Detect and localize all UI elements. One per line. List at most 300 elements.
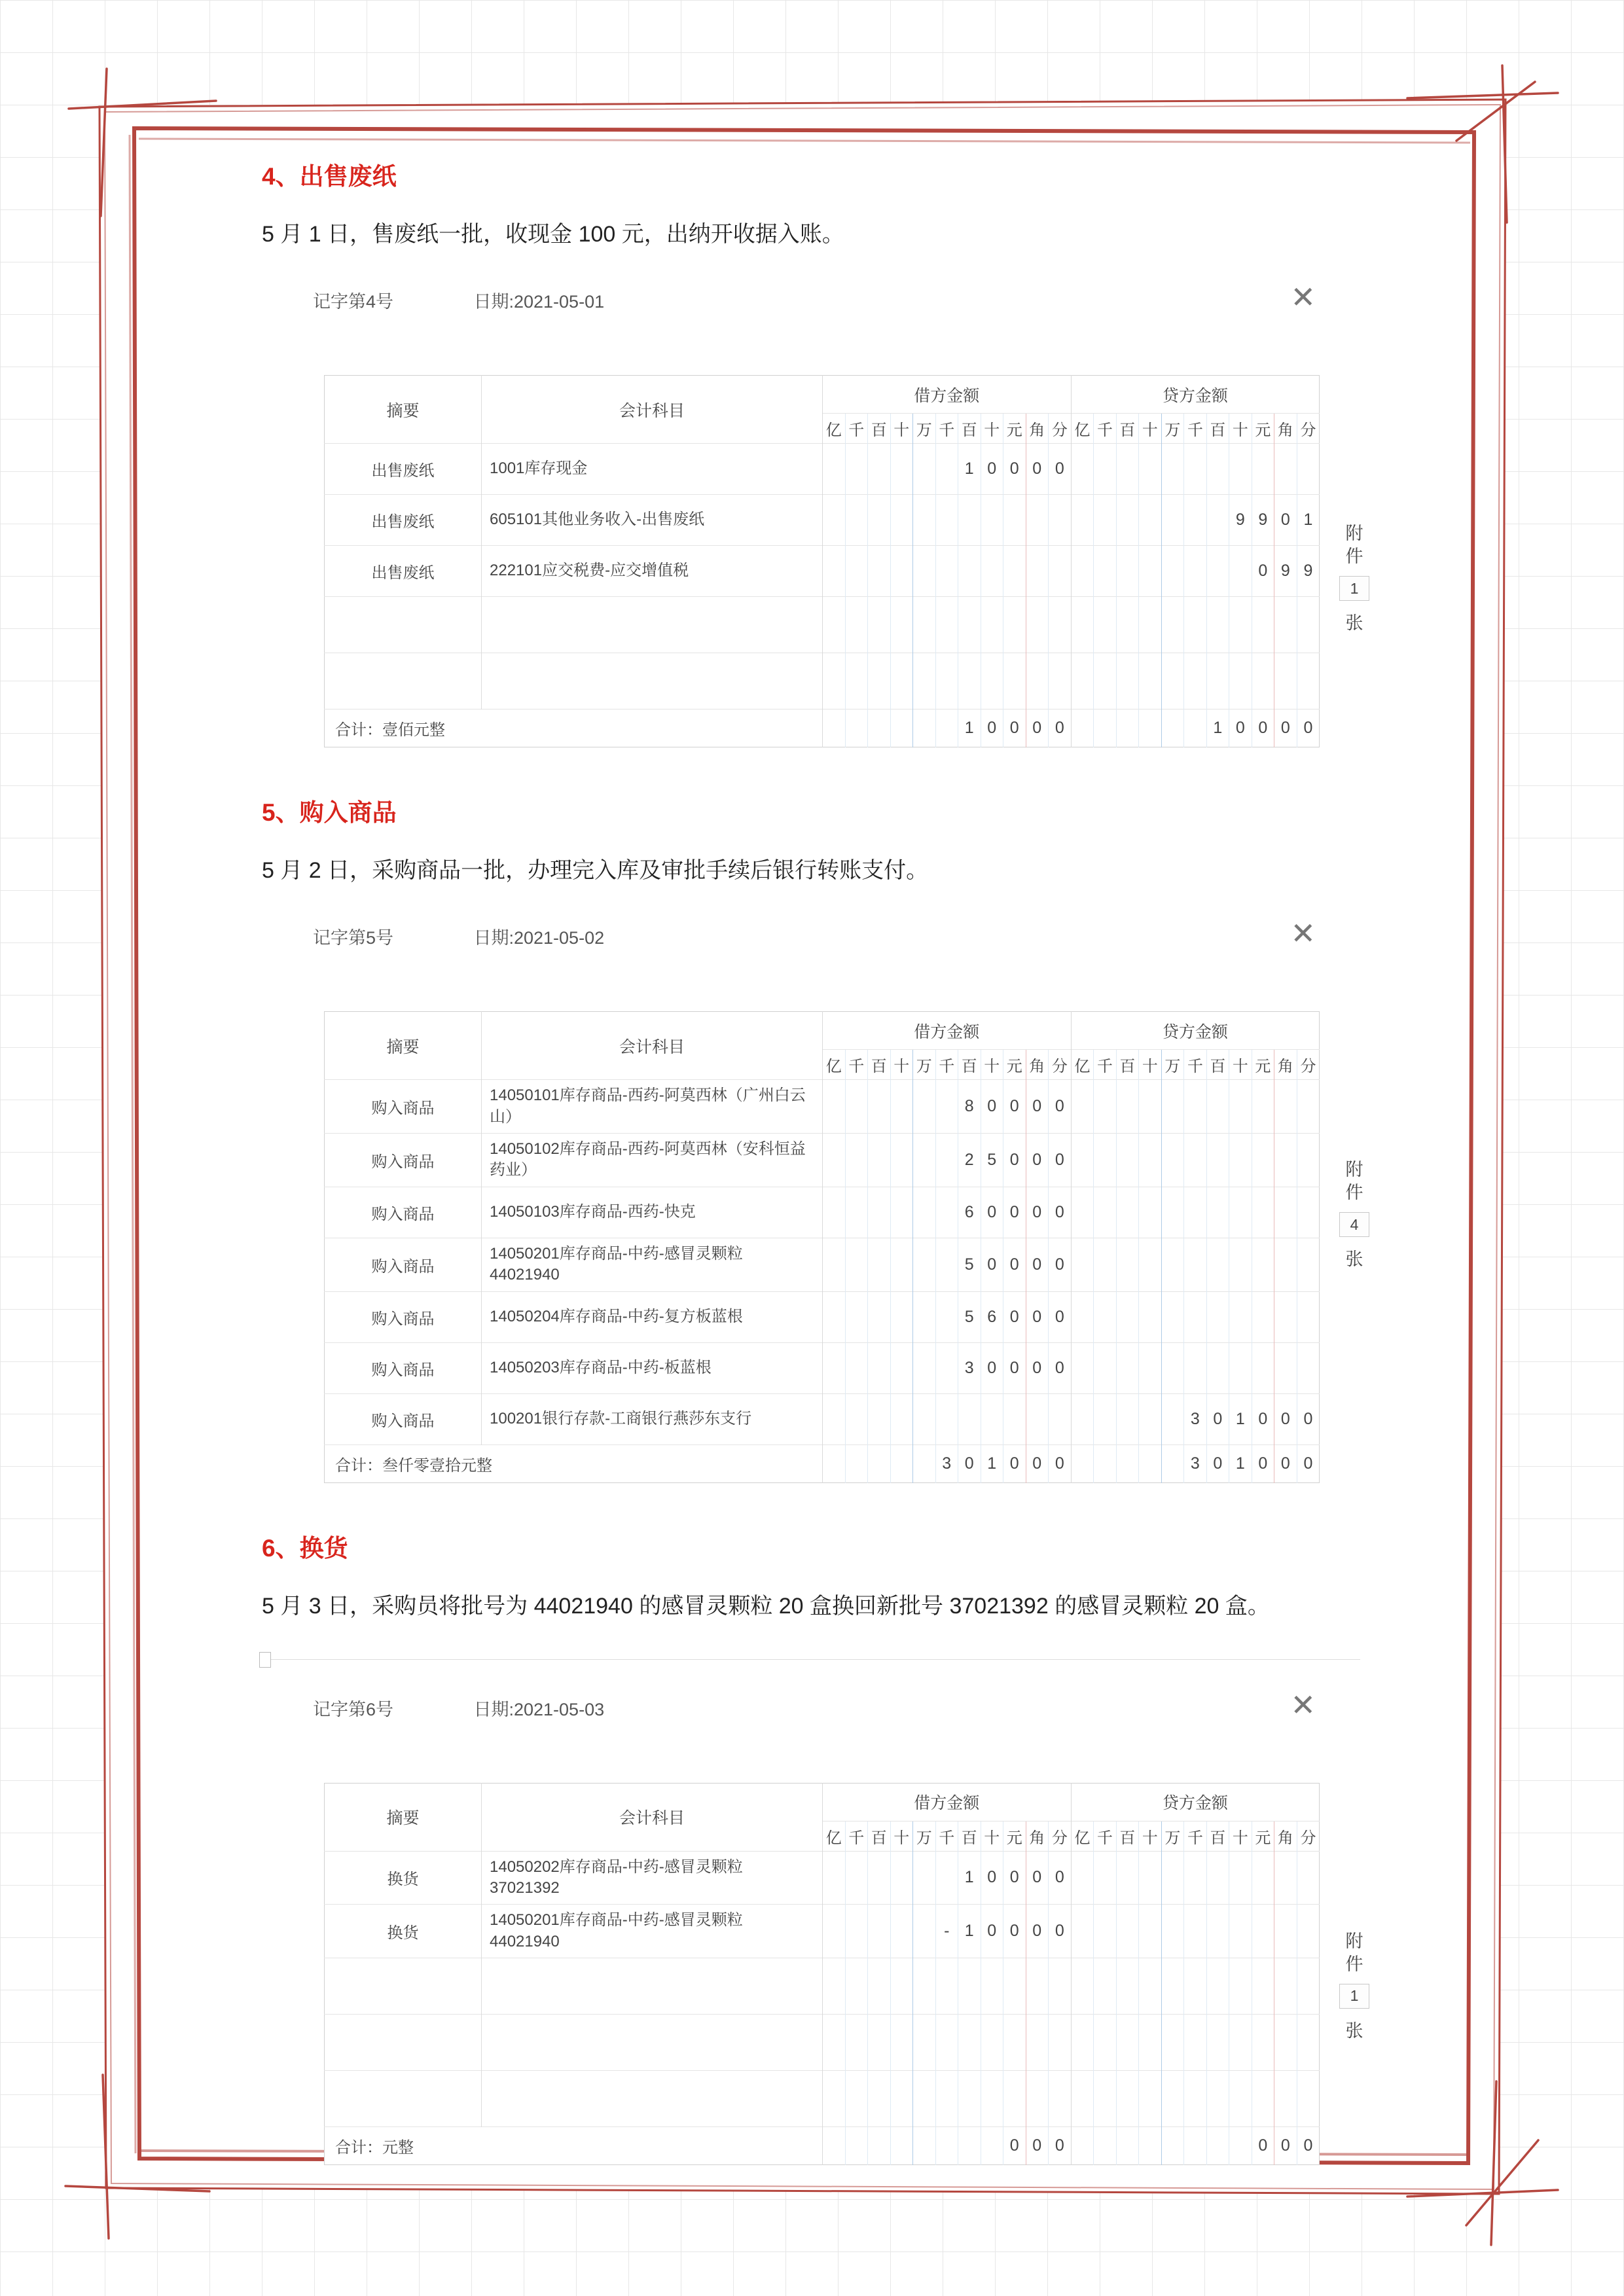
- digit-cell: [913, 1187, 936, 1238]
- digit-cell: [1229, 1958, 1252, 2015]
- digit-cell: [1161, 1080, 1184, 1134]
- digit-cell: [1026, 2071, 1049, 2127]
- digit-cell: [1252, 2015, 1274, 2071]
- digit-cell: 5: [958, 1291, 981, 1342]
- digit-cell: [1252, 1238, 1274, 1291]
- account-cell: 14050103库存商品-西药-快克: [482, 1187, 823, 1238]
- digit-cell: [958, 597, 981, 653]
- digit-cell: [1184, 444, 1207, 495]
- digit-cell: 3: [1184, 1393, 1207, 1444]
- digit-cell: [823, 2071, 846, 2127]
- voucher-date: 日期:2021-05-01: [473, 292, 605, 312]
- account-header: 会计科目: [482, 1012, 823, 1080]
- digit-cell: [1229, 2015, 1252, 2071]
- digit-cell: [868, 1958, 891, 2015]
- digit-cell: [1139, 1958, 1162, 2015]
- digit-column-header: 十: [890, 1821, 913, 1851]
- voucher-body: [324, 1783, 1363, 2166]
- summary-header: 摘要: [386, 401, 420, 420]
- digit-cell: [1184, 1342, 1207, 1393]
- digit-cell: [1161, 1187, 1184, 1238]
- digit-cell: 1: [958, 1851, 981, 1905]
- digit-cell: [890, 1238, 913, 1291]
- digit-cell: 1: [958, 709, 981, 747]
- digit-cell: [1252, 597, 1274, 653]
- digit-column-header: 元: [1003, 1821, 1026, 1851]
- digit-cell: [1094, 1444, 1117, 1482]
- digit-cell: 0: [981, 1187, 1003, 1238]
- digit-cell: [935, 709, 958, 747]
- digit-cell: 0: [1252, 1393, 1274, 1444]
- digit-cell: [1116, 1958, 1139, 2015]
- summary-cell: 购入商品: [325, 1238, 482, 1291]
- digit-cell: [1252, 1187, 1274, 1238]
- digit-cell: [958, 1393, 981, 1444]
- voucher-row: [325, 1393, 1320, 1444]
- digit-cell: [1139, 653, 1162, 709]
- digit-cell: [1026, 653, 1049, 709]
- digit-cell: 0: [1026, 1291, 1049, 1342]
- digit-cell: [1184, 1080, 1207, 1134]
- digit-cell: [1229, 1238, 1252, 1291]
- digit-cell: [1094, 709, 1117, 747]
- digit-cell: [1229, 1851, 1252, 1905]
- voucher-4: [262, 280, 1363, 747]
- digit-cell: [1094, 1905, 1117, 1958]
- digit-column-header: 分: [1049, 1821, 1072, 1851]
- page-content: [262, 162, 1427, 2216]
- digit-cell: [935, 1393, 958, 1444]
- digit-cell: [913, 2071, 936, 2127]
- account-cell: [482, 2071, 823, 2127]
- digit-cell: [1094, 2015, 1117, 2071]
- digit-cell: 0: [1049, 444, 1072, 495]
- digit-cell: [1252, 1291, 1274, 1342]
- digit-cell: [1071, 2071, 1094, 2127]
- digit-cell: 1: [1229, 1444, 1252, 1482]
- digit-column-header: 百: [868, 414, 891, 444]
- digit-cell: [1139, 709, 1162, 747]
- summary-cell: [325, 2071, 482, 2127]
- digit-cell: 0: [1274, 2127, 1297, 2165]
- digit-column-header: 百: [1116, 414, 1139, 444]
- digit-column-header: 千: [845, 1821, 868, 1851]
- digit-cell: [845, 2127, 868, 2165]
- digit-column-header: 千: [1094, 1821, 1117, 1851]
- digit-cell: 9: [1229, 495, 1252, 546]
- voucher-row: [325, 1187, 1320, 1238]
- digit-column-header: 千: [935, 1050, 958, 1080]
- digit-column-header: 万: [1161, 1050, 1184, 1080]
- section-divider: [261, 1659, 1360, 1660]
- digit-cell: [845, 597, 868, 653]
- digit-cell: [1206, 2015, 1229, 2071]
- digit-column-header: 角: [1026, 414, 1049, 444]
- digit-cell: [1049, 495, 1072, 546]
- digit-column-header: 万: [913, 414, 936, 444]
- digit-cell: 0: [1229, 709, 1252, 747]
- digit-cell: [1071, 1291, 1094, 1342]
- digit-cell: [1274, 1291, 1297, 1342]
- digit-cell: 0: [1297, 2127, 1320, 2165]
- section-heading: 5、购入商品: [262, 799, 397, 827]
- digit-cell: 0: [1026, 1905, 1049, 1958]
- digit-cell: 0: [1206, 1393, 1229, 1444]
- digit-cell: [913, 546, 936, 597]
- digit-cell: [935, 1958, 958, 2015]
- digit-cell: [1094, 653, 1117, 709]
- digit-column-header: 元: [1003, 414, 1026, 444]
- voucher-row: [325, 2071, 1320, 2127]
- digit-cell: [1274, 2071, 1297, 2127]
- digit-cell: [1161, 1342, 1184, 1393]
- digit-cell: [981, 1958, 1003, 2015]
- digit-cell: 9: [1297, 546, 1320, 597]
- close-icon[interactable]: ✕: [1290, 1687, 1316, 1722]
- digit-cell: 0: [1274, 495, 1297, 546]
- attachment-note: [1337, 1158, 1371, 1270]
- account-cell: [482, 653, 823, 709]
- digit-cell: [845, 1342, 868, 1393]
- digit-column-header: 千: [845, 414, 868, 444]
- digit-cell: [868, 2071, 891, 2127]
- digit-cell: [1184, 1851, 1207, 1905]
- digit-cell: [981, 2015, 1003, 2071]
- digit-cell: [1252, 1342, 1274, 1393]
- digit-cell: [868, 444, 891, 495]
- digit-cell: [823, 1133, 846, 1187]
- digit-column-header: 万: [913, 1050, 936, 1080]
- digit-column-header: 亿: [1071, 414, 1094, 444]
- account-cell: 14050201库存商品-中药-感冒灵颗粒 44021940: [482, 1905, 823, 1958]
- digit-cell: [1094, 2071, 1117, 2127]
- voucher-6: [262, 1687, 1363, 2166]
- digit-cell: [823, 1444, 846, 1482]
- digit-cell: [1184, 1133, 1207, 1187]
- summary-cell: 出售废纸: [325, 495, 482, 546]
- digit-cell: [1116, 1291, 1139, 1342]
- digit-cell: [913, 444, 936, 495]
- digit-cell: [845, 1133, 868, 1187]
- section-sell-waste-paper: [262, 162, 1427, 747]
- digit-cell: [1094, 1958, 1117, 2015]
- digit-cell: [1184, 1187, 1207, 1238]
- digit-column-header: 亿: [1071, 1050, 1094, 1080]
- digit-cell: [1297, 1851, 1320, 1905]
- digit-cell: [823, 1393, 846, 1444]
- digit-cell: [1274, 1238, 1297, 1291]
- digit-cell: [1206, 1851, 1229, 1905]
- digit-cell: 0: [1252, 546, 1274, 597]
- digit-cell: [1161, 1958, 1184, 2015]
- digit-cell: 0: [958, 1444, 981, 1482]
- voucher-header: [262, 280, 1322, 328]
- digit-cell: 0: [1252, 709, 1274, 747]
- digit-cell: 0: [1026, 1080, 1049, 1134]
- digit-column-header: 十: [1139, 1821, 1162, 1851]
- digit-cell: [868, 1080, 891, 1134]
- digit-cell: [913, 2127, 936, 2165]
- digit-cell: [935, 2071, 958, 2127]
- digit-cell: [1139, 1238, 1162, 1291]
- close-icon[interactable]: ✕: [1290, 280, 1316, 315]
- attachment-count: 1: [1339, 1984, 1369, 2009]
- account-cell: 14050102库存商品-西药-阿莫西林（安科恒益药业）: [482, 1133, 823, 1187]
- attachment-note: [1337, 522, 1371, 634]
- digit-cell: [1094, 1291, 1117, 1342]
- digit-cell: 8: [958, 1080, 981, 1134]
- digit-cell: [1139, 1291, 1162, 1342]
- digit-column-header: 百: [1116, 1050, 1139, 1080]
- credit-header: 贷方金额: [1071, 1012, 1320, 1050]
- summary-cell: 购入商品: [325, 1342, 482, 1393]
- digit-cell: [1071, 1133, 1094, 1187]
- digit-cell: [1116, 1133, 1139, 1187]
- digit-column-header: 十: [1139, 414, 1162, 444]
- digit-cell: [1206, 1133, 1229, 1187]
- digit-cell: [1026, 1958, 1049, 2015]
- total-label: 合计：叁仟零壹拾元整: [325, 1444, 823, 1482]
- digit-cell: 0: [1274, 1444, 1297, 1482]
- digit-cell: [958, 2127, 981, 2165]
- digit-cell: [1139, 495, 1162, 546]
- digit-cell: [1094, 1851, 1117, 1905]
- digit-cell: [845, 1291, 868, 1342]
- summary-cell: [325, 1958, 482, 2015]
- section-heading: 4、出售废纸: [262, 163, 397, 190]
- account-cell: 14050201库存商品-中药-感冒灵颗粒 44021940: [482, 1238, 823, 1291]
- digit-cell: [981, 2127, 1003, 2165]
- digit-cell: [935, 2015, 958, 2071]
- digit-cell: [1071, 495, 1094, 546]
- digit-cell: [1274, 1187, 1297, 1238]
- digit-cell: [868, 709, 891, 747]
- digit-cell: [1049, 1393, 1072, 1444]
- digit-cell: [1297, 1958, 1320, 2015]
- digit-cell: [1071, 597, 1094, 653]
- voucher-table: [324, 1011, 1320, 1482]
- account-cell: 605101其他业务收入-出售废纸: [482, 495, 823, 546]
- digit-cell: [1071, 2015, 1094, 2071]
- digit-column-header: 角: [1026, 1050, 1049, 1080]
- voucher-row: [325, 1291, 1320, 1342]
- digit-cell: [1071, 1238, 1094, 1291]
- digit-cell: [913, 653, 936, 709]
- digit-column-header: 万: [1161, 414, 1184, 444]
- digit-cell: [1094, 444, 1117, 495]
- digit-cell: 0: [1252, 2127, 1274, 2165]
- digit-column-header: 十: [981, 414, 1003, 444]
- digit-cell: [1161, 1291, 1184, 1342]
- summary-cell: 购入商品: [325, 1133, 482, 1187]
- digit-cell: [890, 2127, 913, 2165]
- digit-cell: [1206, 653, 1229, 709]
- digit-cell: [913, 597, 936, 653]
- digit-cell: [1139, 1342, 1162, 1393]
- digit-cell: -: [935, 1905, 958, 1958]
- digit-column-header: 元: [1252, 1821, 1274, 1851]
- digit-cell: [1274, 1342, 1297, 1393]
- voucher-body: [324, 1011, 1363, 1482]
- digit-cell: [1116, 1393, 1139, 1444]
- digit-cell: [1116, 1851, 1139, 1905]
- digit-cell: 2: [958, 1133, 981, 1187]
- digit-cell: [845, 1393, 868, 1444]
- digit-cell: [868, 1187, 891, 1238]
- digit-cell: [1003, 2071, 1026, 2127]
- digit-cell: [913, 495, 936, 546]
- digit-cell: [1229, 597, 1252, 653]
- digit-cell: [1116, 546, 1139, 597]
- digit-cell: [1139, 597, 1162, 653]
- digit-cell: 0: [1026, 1342, 1049, 1393]
- voucher-row: [325, 1342, 1320, 1393]
- digit-cell: [1206, 1905, 1229, 1958]
- digit-cell: [913, 1291, 936, 1342]
- digit-cell: 0: [1026, 2127, 1049, 2165]
- digit-cell: [1071, 2127, 1094, 2165]
- digit-cell: [1139, 1187, 1162, 1238]
- digit-cell: [1003, 1958, 1026, 2015]
- digit-cell: [1184, 546, 1207, 597]
- digit-cell: [935, 444, 958, 495]
- digit-cell: [1161, 1238, 1184, 1291]
- digit-cell: [981, 495, 1003, 546]
- digit-cell: [1184, 709, 1207, 747]
- digit-cell: 9: [1252, 495, 1274, 546]
- digit-cell: 0: [1003, 1187, 1026, 1238]
- digit-cell: [1161, 653, 1184, 709]
- digit-column-header: 百: [868, 1050, 891, 1080]
- voucher-row: [325, 2015, 1320, 2071]
- digit-cell: [823, 495, 846, 546]
- digit-column-header: 十: [981, 1050, 1003, 1080]
- digit-cell: [981, 1393, 1003, 1444]
- voucher-row: [325, 1133, 1320, 1187]
- digit-cell: [935, 653, 958, 709]
- digit-cell: 1: [958, 1905, 981, 1958]
- digit-cell: [1116, 1080, 1139, 1134]
- digit-cell: [890, 1905, 913, 1958]
- digit-cell: [1161, 709, 1184, 747]
- close-icon[interactable]: ✕: [1290, 916, 1316, 951]
- digit-column-header: 分: [1297, 1821, 1320, 1851]
- digit-cell: [890, 2015, 913, 2071]
- digit-column-header: 十: [1229, 414, 1252, 444]
- digit-cell: [1252, 2071, 1274, 2127]
- digit-cell: [913, 1444, 936, 1482]
- digit-cell: 0: [1252, 1444, 1274, 1482]
- digit-cell: 0: [981, 444, 1003, 495]
- digit-cell: 6: [981, 1291, 1003, 1342]
- digit-cell: [1184, 495, 1207, 546]
- digit-cell: 0: [1026, 709, 1049, 747]
- attachment-unit: 张: [1345, 1249, 1363, 1270]
- attachment-count: 1: [1339, 576, 1369, 601]
- digit-column-header: 万: [913, 1821, 936, 1851]
- account-cell: 222101应交税费-应交增值税: [482, 546, 823, 597]
- account-cell: [482, 597, 823, 653]
- digit-cell: [1274, 1958, 1297, 2015]
- digit-cell: [1161, 546, 1184, 597]
- digit-cell: [913, 1238, 936, 1291]
- digit-cell: [1116, 1238, 1139, 1291]
- credit-header: 贷方金额: [1071, 1783, 1320, 1821]
- digit-cell: [823, 444, 846, 495]
- digit-cell: [1297, 1133, 1320, 1187]
- digit-cell: [890, 597, 913, 653]
- digit-cell: 0: [1003, 2127, 1026, 2165]
- digit-cell: [868, 2015, 891, 2071]
- digit-cell: 0: [1003, 1238, 1026, 1291]
- digit-cell: [845, 1080, 868, 1134]
- digit-cell: [935, 2127, 958, 2165]
- digit-cell: [1071, 1187, 1094, 1238]
- voucher-table: [324, 375, 1320, 747]
- digit-cell: [845, 1238, 868, 1291]
- digit-cell: [1206, 1958, 1229, 2015]
- digit-cell: [868, 2127, 891, 2165]
- digit-cell: 0: [1049, 1133, 1072, 1187]
- digit-column-header: 元: [1252, 1050, 1274, 1080]
- digit-cell: [1094, 1238, 1117, 1291]
- digit-column-header: 十: [981, 1821, 1003, 1851]
- attachment-unit: 张: [1345, 613, 1363, 634]
- voucher-body: [324, 375, 1363, 747]
- digit-cell: [1003, 1393, 1026, 1444]
- digit-cell: [823, 1187, 846, 1238]
- digit-cell: [958, 2015, 981, 2071]
- digit-cell: [1206, 444, 1229, 495]
- digit-cell: [913, 1851, 936, 1905]
- digit-cell: [1229, 653, 1252, 709]
- voucher-row: [325, 1238, 1320, 1291]
- digit-cell: [1116, 2015, 1139, 2071]
- digit-cell: [1094, 1187, 1117, 1238]
- digit-cell: [1206, 597, 1229, 653]
- digit-cell: 5: [958, 1238, 981, 1291]
- digit-column-header: 百: [1116, 1821, 1139, 1851]
- account-cell: 14050203库存商品-中药-板蓝根: [482, 1342, 823, 1393]
- digit-cell: [1026, 495, 1049, 546]
- digit-cell: 0: [1026, 1187, 1049, 1238]
- digit-cell: [1184, 1958, 1207, 2015]
- digit-cell: [913, 1080, 936, 1134]
- digit-column-header: 角: [1274, 1050, 1297, 1080]
- digit-cell: [1184, 653, 1207, 709]
- digit-cell: [1116, 495, 1139, 546]
- digit-cell: [935, 1133, 958, 1187]
- digit-cell: [1116, 2127, 1139, 2165]
- digit-column-header: 百: [958, 1821, 981, 1851]
- digit-cell: 1: [981, 1444, 1003, 1482]
- digit-column-header: 十: [890, 1050, 913, 1080]
- digit-cell: [890, 1291, 913, 1342]
- digit-cell: 0: [1049, 2127, 1072, 2165]
- digit-cell: [845, 1444, 868, 1482]
- voucher-row: [325, 444, 1320, 495]
- digit-cell: [1297, 2015, 1320, 2071]
- digit-cell: [958, 495, 981, 546]
- digit-cell: [1139, 1133, 1162, 1187]
- digit-column-header: 角: [1274, 414, 1297, 444]
- total-label: 合计：元整: [325, 2127, 823, 2165]
- digit-cell: [935, 1291, 958, 1342]
- digit-column-header: 千: [1184, 414, 1207, 444]
- summary-cell: 购入商品: [325, 1187, 482, 1238]
- digit-cell: [868, 1133, 891, 1187]
- account-header: 会计科目: [482, 376, 823, 444]
